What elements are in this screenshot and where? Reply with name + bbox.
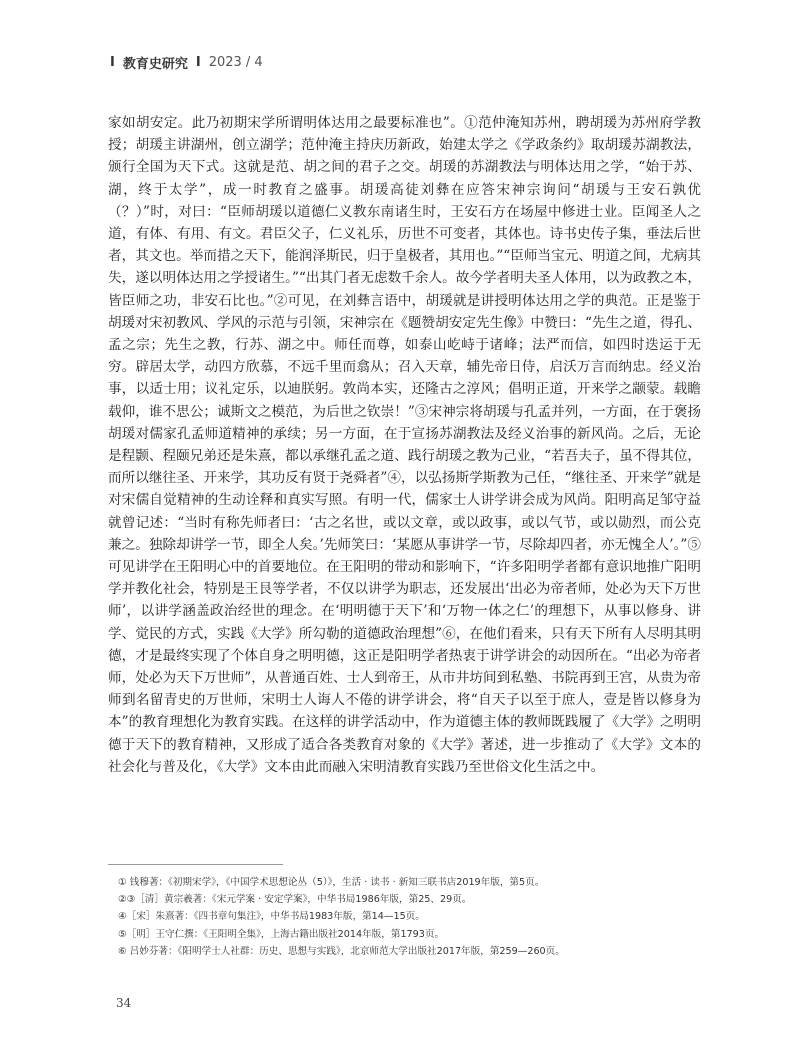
footnote-1: ① 钱穆著：《初期宋学》，《中国学术思想论丛（5）》，生活 · 读书 · 新知三联书店2019年版，第5页。 bbox=[118, 877, 545, 888]
footnote-2-3: ②③［清］黄宗羲著：《宋元学案 · 安定学案》，中华书局1986年版，第25、29页。 bbox=[118, 894, 472, 906]
header-bar-right: I bbox=[195, 54, 201, 70]
footnote-5: ⑤［明］王守仁撰：《王阳明全集》，上海古籍出版社2014年版，第1793页。 bbox=[118, 928, 445, 940]
footnote-4: ④［宋］朱熹著：《四书章句集注》，中华书局1983年版，第14—15页。 bbox=[118, 911, 425, 923]
footnote-6: ⑥ 吕妙芬著：《阳明学士人社群：历史、思想与实践》，北京师范大学出版社2017年版，第259—260页。 bbox=[118, 945, 565, 957]
body-paragraph: 家如胡安定。此乃初期宋学所谓明体达用之最要标准也”。①范仲淹知苏州，聘胡瑗为苏州府学教授；胡瑗主讲湖州，创立湖学；范仲淹主持庆历新政，始建太学之《学政条约》取胡瑗苏湖教法，颁行全国为天下式。这就是范、胡之间的君子之交。胡瑗的苏湖教法与明体达用之学，“始于苏、湖，终于太学”，成一时教育之盛事。胡瑗高徒刘彝在应答宋神宗询问“胡瑗与王安石孰优（？）”时，对曰：“臣师胡瑗以道德仁义教东南诸生时，王安石方在场屋中修进士业。臣闻圣人之道，有体、有用、有文。君臣父子，仁义礼乐，历世不可变者，其体也。诗书史传子集，垂法后世者，其文也。举而措之天下，能润泽斯民，归于皇极者，其用也。”“臣师当宝元、明道之间，尤病其失，遂以明体达用之学授诸生。”“出其门者无虑数千余人。故今学者明夫圣人体用，以为政教之本，皆臣师之功，非安石比也。”②可见，在刘彝言语中，胡瑗就是讲授明体达用之学的典范。正是鉴于胡瑗对宋初教风、学风的示范与引领，宋神宗在《题赞胡安定先生像》中赞曰：“先生之道，得孔、孟之宗；先生之教，行苏、湖之中。师任而尊，如泰山屹峙于诸峰；法严而信，如四时迭运于无穷。辟居太学，动四方欣慕，不远千里而翕从；召入天章，辅先帝日侍，启沃万言而纳忠。经义治事，以适士用；议礼定乐，以迪朕躬。敦尚本实，还隆古之淳风；倡明正道，开来学之颛蒙。载瞻载仰，谁不思公；诚斯文之模范，为后世之钦崇！”③宋神宗将胡瑗与孔孟并列，一方面，在于褒扬胡瑗对儒家孔孟师道精神的承续；另一方面，在于宣扬苏湖教法及经义治事的新风尚。之后，无论是程颢、程颐兄弟还是朱熹，都以承继孔孟之道、践行胡瑗之教为己业，“若吾夫子，虽不得其位，而所以继往圣、开来学，其功反有贤于尧舜者”④，以弘扬斯学斯教为己任，“继往圣、开来学”就是对宋儒自觉精神的生动诠释和真实写照。有明一代，儒家士人讲学讲会成为风尚。阳明高足邹守益就曾记述：“当时有称先师者曰：‘古之名世，或以文章，或以政事，或以气节，或以勋烈，而公克兼之。独除却讲学一节，即全人矣。’先师笑曰：‘某愿从事讲学一节，尽除却四者，亦无愧全人’。”⑤可见讲学在王阳明心中的首要地位。在王阳明的带动和影响下，“许多阳明学者都有意识地推广阳明学并教化社会，特别是王艮等学者，不仅以讲学为职志，还发展出‘出必为帝者师，处必为天下万世师’，以讲学涵盖政治经世的理念。在‘明明德于天下’和‘万物一体之仁’的理想下，从事以修身、讲学、觉民的方式，实践《大学》所勾勒的道德政治理想”⑥，在他们看来，只有天下所有人尽明其明德，才是最终实现了个体自身之明明德，这正是阳明学者热衷于讲学讲会的动因所在。“出必为帝者师，处必为天下万世师”，从普通百姓、士人到帝王，从市井坊间到私塾、书院再到王宫，从贵为帝师到名留青史的万世师，宋明士人诲人不倦的讲学讲会，将“自天子以至于庶人，壹是皆以修身为本”的教育理想化为教育实践。在这样的讲学活动中，作为道德主体的教师既践履了《大学》之明明德于天下的教育精神，又形成了适合各类教育对象的《大学》著述，进一步推动了《大学》文本的社会化与普及化，《大学》文本由此而融入宋明清教育实践乃至世俗文化生活之中。 bbox=[108, 115, 701, 775]
article-body bbox=[108, 112, 701, 778]
header-bar-left: I bbox=[110, 54, 115, 70]
issue-number: 2023 / 4 bbox=[208, 54, 263, 70]
footnotes bbox=[118, 874, 698, 960]
footnote-divider bbox=[108, 864, 283, 865]
page-number: 34 bbox=[116, 996, 132, 1010]
running-header bbox=[110, 52, 263, 72]
journal-title: 教育史研究 bbox=[122, 56, 188, 72]
